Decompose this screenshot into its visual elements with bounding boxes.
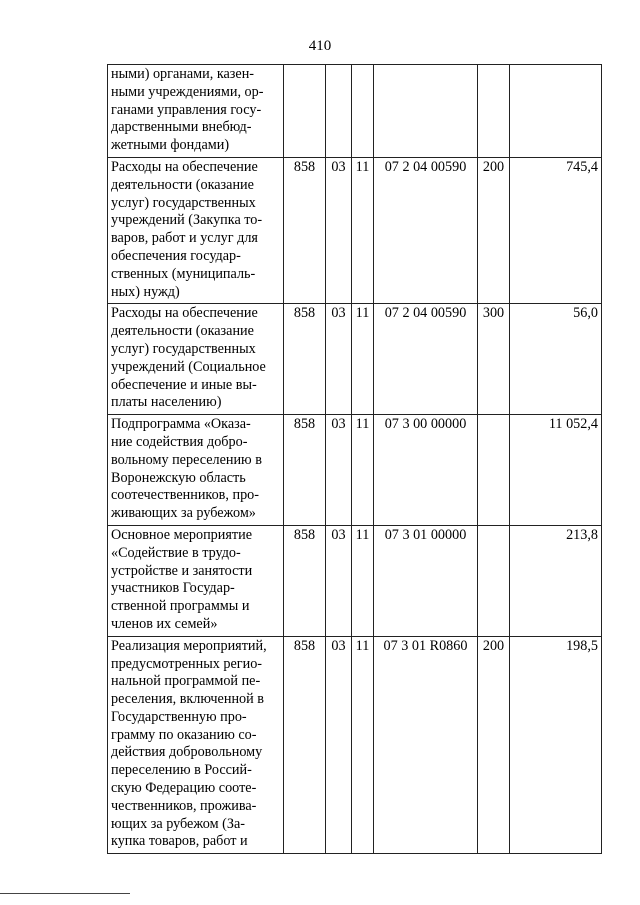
item-name-line: устройстве и занятости	[111, 562, 253, 579]
table-body	[108, 65, 602, 854]
item-name-line: живающих за рубежом»	[111, 505, 256, 522]
subsection-code-cell	[352, 65, 374, 158]
item-name-line: ными) органами, казен-	[111, 66, 255, 82]
item-name-line: учреждений (Закупка то-	[111, 212, 263, 229]
table-row	[108, 65, 602, 158]
item-name-line: обеспечение и иные вы-	[111, 376, 257, 393]
footnote-divider	[0, 893, 130, 894]
item-name-line: переселению в Россий-	[111, 762, 252, 779]
item-name-line: действия добровольному	[111, 744, 263, 761]
page-number: 410	[308, 38, 332, 54]
section-code-cell: 03	[326, 304, 352, 415]
item-name-line: Государственную про-	[111, 708, 247, 725]
amount-cell: 213,8	[510, 525, 602, 636]
ministry-code-cell: 858	[284, 415, 326, 526]
section-code-cell	[326, 65, 352, 158]
amount-cell: 11 052,4	[510, 415, 602, 526]
item-name-line: ющих за рубежом (За-	[111, 815, 245, 832]
item-name-line: жетными фондами)	[111, 137, 230, 154]
ministry-code-cell: 858	[284, 157, 326, 303]
item-name-line: соотечественников, про-	[111, 487, 259, 504]
amount-cell: 745,4	[510, 157, 602, 303]
subsection-code-cell: 11	[352, 415, 374, 526]
item-name-line: услуг) государственных	[111, 194, 256, 211]
subsection-code-cell: 11	[352, 525, 374, 636]
amount-cell	[510, 65, 602, 158]
table-row	[108, 157, 602, 303]
target-article-cell: 07 2 04 00590	[374, 304, 478, 415]
target-article-cell: 07 3 01 R0860	[374, 636, 478, 854]
item-name-line: Расходы на обеспечение	[111, 305, 258, 322]
item-name-line: предусмотренных регио-	[111, 655, 263, 672]
target-article-cell: 07 3 00 00000	[374, 415, 478, 526]
item-name-line: «Содействие в трудо-	[111, 544, 241, 561]
item-name-cell	[108, 157, 284, 303]
item-name-line: участников Государ-	[111, 580, 235, 597]
section-code-cell: 03	[326, 525, 352, 636]
item-name-line: ными учреждениями, ор-	[111, 83, 264, 100]
target-article-cell	[374, 65, 478, 158]
item-name-line: дарственными внебюд-	[111, 119, 252, 136]
ministry-code-cell: 858	[284, 304, 326, 415]
item-name-line: Подпрограмма «Оказа-	[111, 416, 251, 433]
table-row	[108, 304, 602, 415]
section-code-cell: 03	[326, 415, 352, 526]
amount-cell: 198,5	[510, 636, 602, 854]
item-name-line: купка товаров, работ и	[111, 833, 248, 850]
item-name-line: ных) нужд)	[111, 283, 180, 300]
item-name-line: Реализация мероприятий,	[111, 637, 267, 654]
subsection-code-cell: 11	[352, 636, 374, 854]
ministry-code-cell: 858	[284, 525, 326, 636]
table-row	[108, 636, 602, 854]
expense-type-cell	[478, 65, 510, 158]
item-name-line: грамму по оказанию со-	[111, 726, 257, 743]
item-name-cell	[108, 525, 284, 636]
expense-type-cell: 200	[478, 636, 510, 854]
item-name-line: скую Федерацию сооте-	[111, 780, 257, 797]
item-name-cell	[108, 636, 284, 854]
item-name-line: услуг) государственных	[111, 340, 256, 357]
item-name-line: Расходы на обеспечение	[111, 158, 258, 175]
item-name-line: деятельности (оказание	[111, 323, 254, 340]
ministry-code-cell	[284, 65, 326, 158]
item-name-line: учреждений (Социальное	[111, 358, 266, 375]
item-name-line: нальной программой пе-	[111, 673, 261, 690]
item-name-line: ганами управления госу-	[111, 101, 262, 118]
table-row	[108, 525, 602, 636]
item-name-line: ние содействия добро-	[111, 433, 248, 450]
item-name-line: платы населению)	[111, 394, 222, 411]
table-row	[108, 415, 602, 526]
expense-type-cell	[478, 525, 510, 636]
item-name-cell	[108, 304, 284, 415]
item-name-line: варов, работ и услуг для	[111, 230, 258, 247]
ministry-code-cell: 858	[284, 636, 326, 854]
budget-table	[107, 64, 602, 854]
target-article-cell: 07 2 04 00590	[374, 157, 478, 303]
item-name-cell	[108, 65, 284, 158]
item-name-line: реселения, включенной в	[111, 691, 264, 708]
amount-cell: 56,0	[510, 304, 602, 415]
item-name-line: Воронежскую область	[111, 469, 246, 486]
item-name-line: чественников, прожива-	[111, 797, 257, 814]
item-name-line: ственных (муниципаль-	[111, 265, 256, 282]
item-name-cell	[108, 415, 284, 526]
item-name-line: вольному переселению в	[111, 451, 262, 468]
expense-type-cell: 200	[478, 157, 510, 303]
item-name-line: деятельности (оказание	[111, 176, 254, 193]
item-name-line: ственной программы и	[111, 598, 250, 615]
section-code-cell: 03	[326, 157, 352, 303]
expense-type-cell	[478, 415, 510, 526]
item-name-line: членов их семей»	[111, 615, 218, 632]
target-article-cell: 07 3 01 00000	[374, 525, 478, 636]
expense-type-cell: 300	[478, 304, 510, 415]
subsection-code-cell: 11	[352, 157, 374, 303]
section-code-cell: 03	[326, 636, 352, 854]
item-name-line: обеспечения государ-	[111, 247, 241, 264]
item-name-line: Основное мероприятие	[111, 526, 252, 543]
subsection-code-cell: 11	[352, 304, 374, 415]
